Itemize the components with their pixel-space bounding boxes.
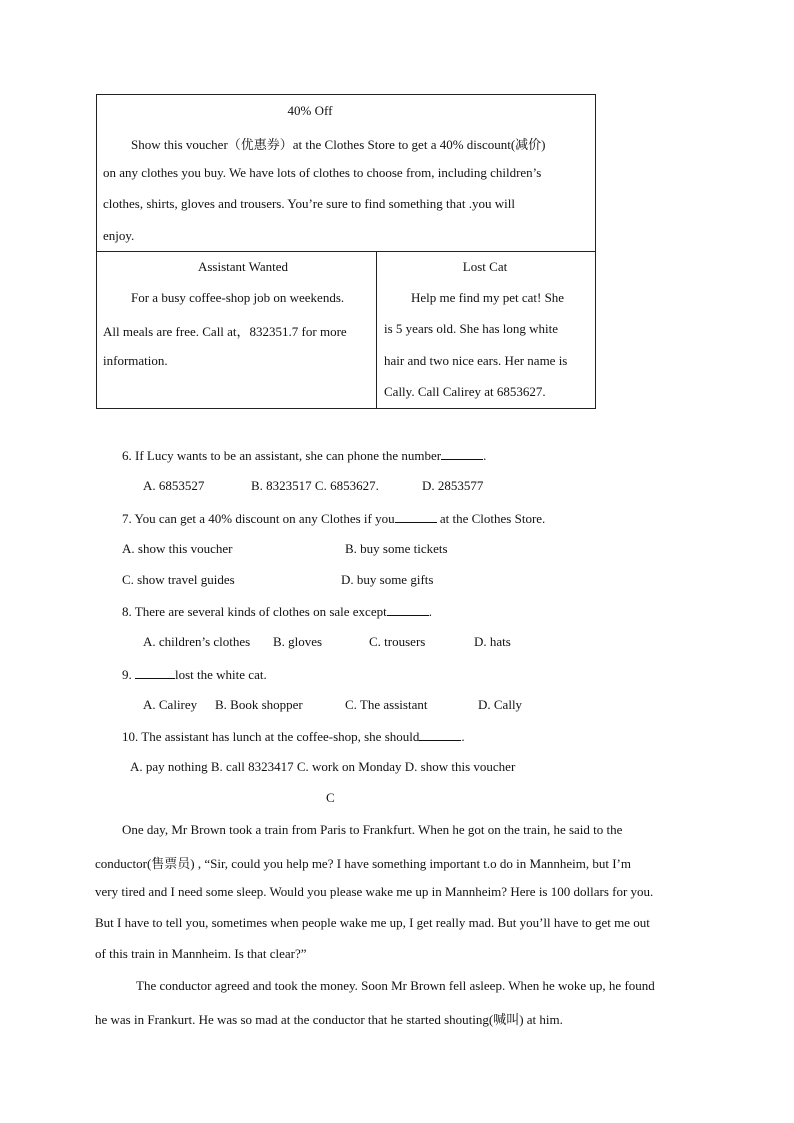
passage-line-1: One day, Mr Brown took a train from Paris to Frankfurt. When he got on the train, he said to the bbox=[122, 822, 623, 837]
q8-option-a: A. children’s clothes bbox=[143, 634, 251, 649]
q6-option-b: B. 8323517 C. 6853627. bbox=[251, 478, 379, 493]
q9-option-c: C. The assistant bbox=[345, 697, 428, 712]
question-9-text: lost the white cat. bbox=[175, 667, 267, 682]
assistant-line-3: information. bbox=[103, 353, 168, 368]
question-10-text: 10. The assistant has lunch at the coffee-shop, she should bbox=[122, 729, 420, 744]
question-9 bbox=[122, 666, 267, 683]
question-7 bbox=[122, 510, 545, 527]
passage-line-2: conductor(售票员) , “Sir, could you help me? I have something important t.o do in Mannheim, but I’m bbox=[95, 856, 631, 871]
q7-option-d: D. buy some gifts bbox=[341, 572, 434, 587]
passage-line-5: of this train in Mannheim. Is that clear?” bbox=[95, 946, 307, 961]
question-6-end: . bbox=[483, 448, 487, 463]
question-8 bbox=[122, 603, 432, 620]
question-6-text: 6. If Lucy wants to be an assistant, she can phone the number bbox=[122, 448, 442, 463]
voucher-line-3: clothes, shirts, gloves and trousers. You’re sure to find something that .you will bbox=[103, 196, 515, 211]
q7-option-a: A. show this voucher bbox=[122, 541, 233, 556]
assistant-title: Assistant Wanted bbox=[197, 259, 289, 274]
passage-line-3: very tired and I need some sleep. Would you please wake me up in Mannheim? Here is 100 dollars for you. bbox=[95, 884, 654, 899]
table-divider-horizontal bbox=[96, 251, 595, 252]
lostcat-line-3: hair and two nice ears. Her name is bbox=[384, 353, 568, 368]
assistant-line-1: For a busy coffee-shop job on weekends. bbox=[131, 290, 345, 305]
q8-option-c: C. trousers bbox=[369, 634, 426, 649]
voucher-line-4: enjoy. bbox=[103, 228, 135, 243]
passage-line-4: But I have to tell you, sometimes when people wake me up, I get really mad. But you’ll have to get me out bbox=[95, 915, 650, 930]
assistant-line-2: All meals are free. Call at，832351.7 for more bbox=[103, 324, 347, 339]
q9-option-b: B. Book shopper bbox=[215, 697, 303, 712]
q7-option-c: C. show travel guides bbox=[122, 572, 235, 587]
lostcat-line-2: is 5 years old. She has long white bbox=[384, 321, 559, 336]
answer-blank bbox=[395, 510, 437, 523]
passage-line-7: he was in Frankurt. He was so mad at the conductor that he started shouting(喊叫) at him. bbox=[95, 1012, 563, 1027]
q9-option-d: D. Cally bbox=[478, 697, 523, 712]
answer-blank bbox=[441, 447, 483, 460]
voucher-line-2: on any clothes you buy. We have lots of clothes to choose from, including children’s bbox=[103, 165, 542, 180]
question-9-number: 9. bbox=[122, 667, 135, 682]
question-8-end: . bbox=[428, 604, 432, 619]
q7-option-b: B. buy some tickets bbox=[345, 541, 448, 556]
q8-option-b: B. gloves bbox=[273, 634, 323, 649]
lostcat-title: Lost Cat bbox=[462, 259, 508, 274]
question-7-end: at the Clothes Store. bbox=[436, 511, 546, 526]
q6-option-d: D. 2853577 bbox=[422, 478, 484, 493]
answer-blank bbox=[419, 728, 461, 741]
voucher-title: 40% Off bbox=[287, 103, 333, 118]
question-10-end: . bbox=[461, 729, 465, 744]
q6-option-a: A. 6853527 bbox=[143, 478, 205, 493]
voucher-line-1: Show this voucher（优惠券）at the Clothes Store to get a 40% discount(减价) bbox=[131, 137, 546, 152]
q9-option-a: A. Calirey bbox=[143, 697, 198, 712]
lostcat-line-1: Help me find my pet cat! She bbox=[411, 290, 565, 305]
question-6 bbox=[122, 447, 486, 464]
passage-line-6: The conductor agreed and took the money. Soon Mr Brown fell asleep. When he woke up, he found bbox=[136, 978, 655, 993]
q10-options: A. pay nothing B. call 8323417 C. work on Monday D. show this voucher bbox=[130, 759, 516, 774]
question-10 bbox=[122, 728, 465, 745]
section-c-label: C bbox=[326, 790, 335, 805]
answer-blank bbox=[135, 666, 175, 679]
question-8-text: 8. There are several kinds of clothes on sale except bbox=[122, 604, 387, 619]
lostcat-line-4: Cally. Call Calirey at 6853627. bbox=[384, 384, 546, 399]
q8-option-d: D. hats bbox=[474, 634, 511, 649]
answer-blank bbox=[387, 603, 429, 616]
question-7-text: 7. You can get a 40% discount on any Clothes if you bbox=[122, 511, 395, 526]
